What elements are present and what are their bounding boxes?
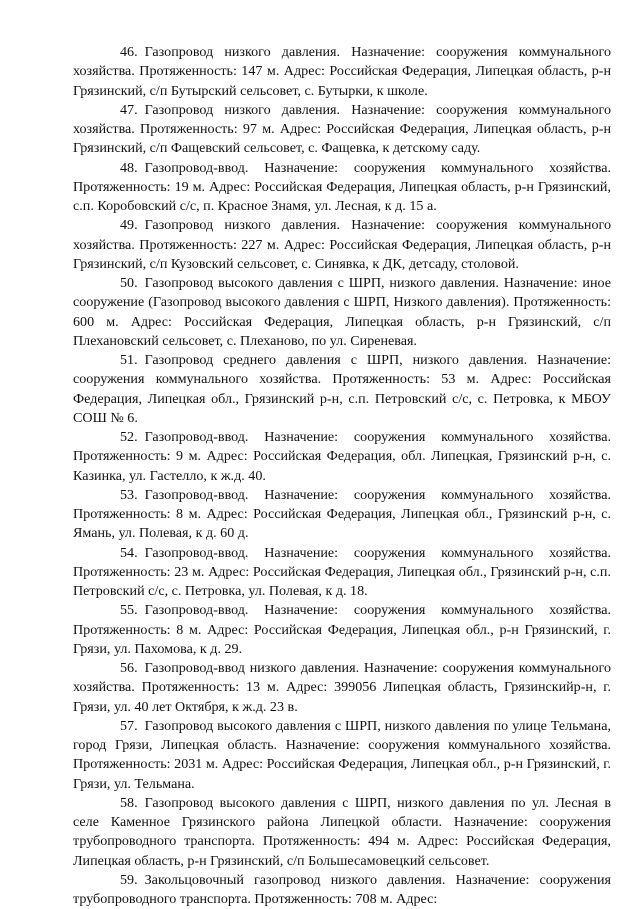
list-item: [73, 601, 611, 659]
list-item: [73, 274, 611, 351]
list-item: [73, 351, 611, 428]
item-text: Газопровод низкого давления. Назначение: сооружения коммунального хозяйства. Протяженность: 147 м. Адрес: Российская Федерация, Липецкая область, р-н Грязинский, с/п Бутырский сельсовет, с. Бутырки, к школе.: [73, 44, 611, 99]
item-text: Газопровод-ввод. Назначение: сооружения коммунального хозяйства. Протяженность: 8 м. Адрес: Российская Федерация, Липецкая обл., Грязинский р-н, с. Ямань, ул. Полевая, к д. 60 д.: [73, 486, 611, 542]
list-item: [73, 159, 611, 217]
list-item: [73, 794, 611, 871]
item-text: Газопровод среднего давления с ШРП, низкого давления. Назначение: сооружения коммунального хозяйства. Протяженность: 53 м. Адрес: Российская Федерация, Липецкая обл., Грязинский р-н, с.п. Петровский с/с, с. Петровка, к МБОУ СОШ № 6.: [73, 352, 611, 426]
item-text: Газопровод высокого давления с ШРП, низкого давления по улице Тельмана, город Грязи, Липецкая область. Назначение: сооружения коммунального хозяйства. Протяженность: 2031 м. Адрес: Российская Федерация, Липецкая обл., р-н Грязинский, г. Грязи, ул. Тельмана.: [73, 717, 611, 792]
item-number: 59.: [120, 871, 138, 888]
item-text: Газопровод-ввод. Назначение: сооружения коммунального хозяйства. Протяженность: 23 м. Адрес: Российская Федерация, Липецкая обл., Грязинский р-н, с.п. Петровский с/с, с. Петровка, ул. Полевая, к д. 18.: [73, 544, 611, 599]
item-text: Газопровод высокого давления с ШРП, низкого давления по ул. Лесная в селе Каменное Грязинского района Липецкой области. Назначение: сооружения трубопроводного транспорта. Протяженность: 494 м. Адрес: Российская Федерация, Липецкая область, р-н Грязинский, с/п Большесамовецкий сельсовет.: [73, 794, 611, 869]
document-body: [73, 43, 611, 909]
list-item: [73, 216, 611, 274]
item-number: 53.: [120, 486, 138, 503]
item-number: 49.: [120, 217, 138, 234]
list-item: [73, 659, 611, 717]
item-text: Газопровод-ввод. Назначение: сооружения коммунального хозяйства. Протяженность: 8 м. Адрес: Российская Федерация, Липецкая обл., р-н Грязинский, г. Грязи, ул. Пахомова, к д. 29.: [73, 602, 611, 657]
item-text: Газопровод-ввод. Назначение: сооружения коммунального хозяйства. Протяженность: 9 м. Адрес: Российская Федерация, обл. Липецкая, Грязинский р-н, с. Казинка, ул. Гастелло, к ж.д. 40.: [73, 429, 611, 484]
item-text: Газопровод низкого давления. Назначение: сооружения коммунального хозяйства. Протяженность: 97 м. Адрес: Российская Федерация, Липецкая область, р-н Грязинский, с/п Фащевский сельсовет, с. Фащевка, к детскому саду.: [73, 101, 611, 157]
list-item: [73, 717, 611, 794]
item-number: 54.: [120, 544, 138, 561]
item-text: Закольцовочный газопровод низкого давления. Назначение: сооружения трубопроводного транспорта. Протяженность: 708 м. Адрес:: [73, 871, 611, 907]
item-number: 57.: [120, 717, 138, 734]
list-item: [73, 428, 611, 486]
item-number: 51.: [120, 352, 138, 368]
item-number: 48.: [120, 159, 138, 176]
item-number: 46.: [120, 44, 138, 60]
list-item: [73, 544, 611, 602]
list-item: [73, 43, 611, 101]
item-text: Газопровод высокого давления с ШРП, низкого давления. Назначение: иное сооружение (Газопровод высокого давления с ШРП, Низкого давления). Протяженность: 600 м. Адрес: Российская Федерация, Липецкая область, р-н Грязинский, с/п Плехановский сельсовет, с. Плеханово, по ул. Сиреневая.: [73, 275, 611, 349]
item-number: 47.: [120, 101, 138, 118]
list-item: [73, 101, 611, 159]
list-item: [73, 486, 611, 544]
item-text: Газопровод-ввод. Назначение: сооружения коммунального хозяйства. Протяженность: 19 м. Адрес: Российская Федерация, Липецкая область, р-н Грязинский, с.п. Коробовский с/с, п. Красное Знамя, ул. Лесная, к д. 15 а.: [73, 159, 611, 214]
item-number: 50.: [120, 275, 138, 291]
list-item: [73, 871, 611, 909]
item-text: Газопровод-ввод низкого давления. Назначение: сооружения коммунального хозяйства. Протяженность: 13 м. Адрес: 399056 Липецкая область, Грязинскийр-н, г. Грязи, ул. 40 лет Октября, к ж.д. 23 в.: [73, 660, 611, 715]
item-number: 56.: [120, 660, 138, 676]
item-text: Газопровод низкого давления. Назначение: сооружения коммунального хозяйства. Протяженность: 227 м. Адрес: Российская Федерация, Липецкая область, р-н Грязинский, с/п Кузовский сельсовет, с. Синявка, к ДК, детсаду, столовой.: [73, 217, 611, 272]
item-number: 52.: [120, 429, 138, 445]
item-number: 55.: [120, 602, 138, 619]
item-number: 58.: [120, 794, 138, 811]
